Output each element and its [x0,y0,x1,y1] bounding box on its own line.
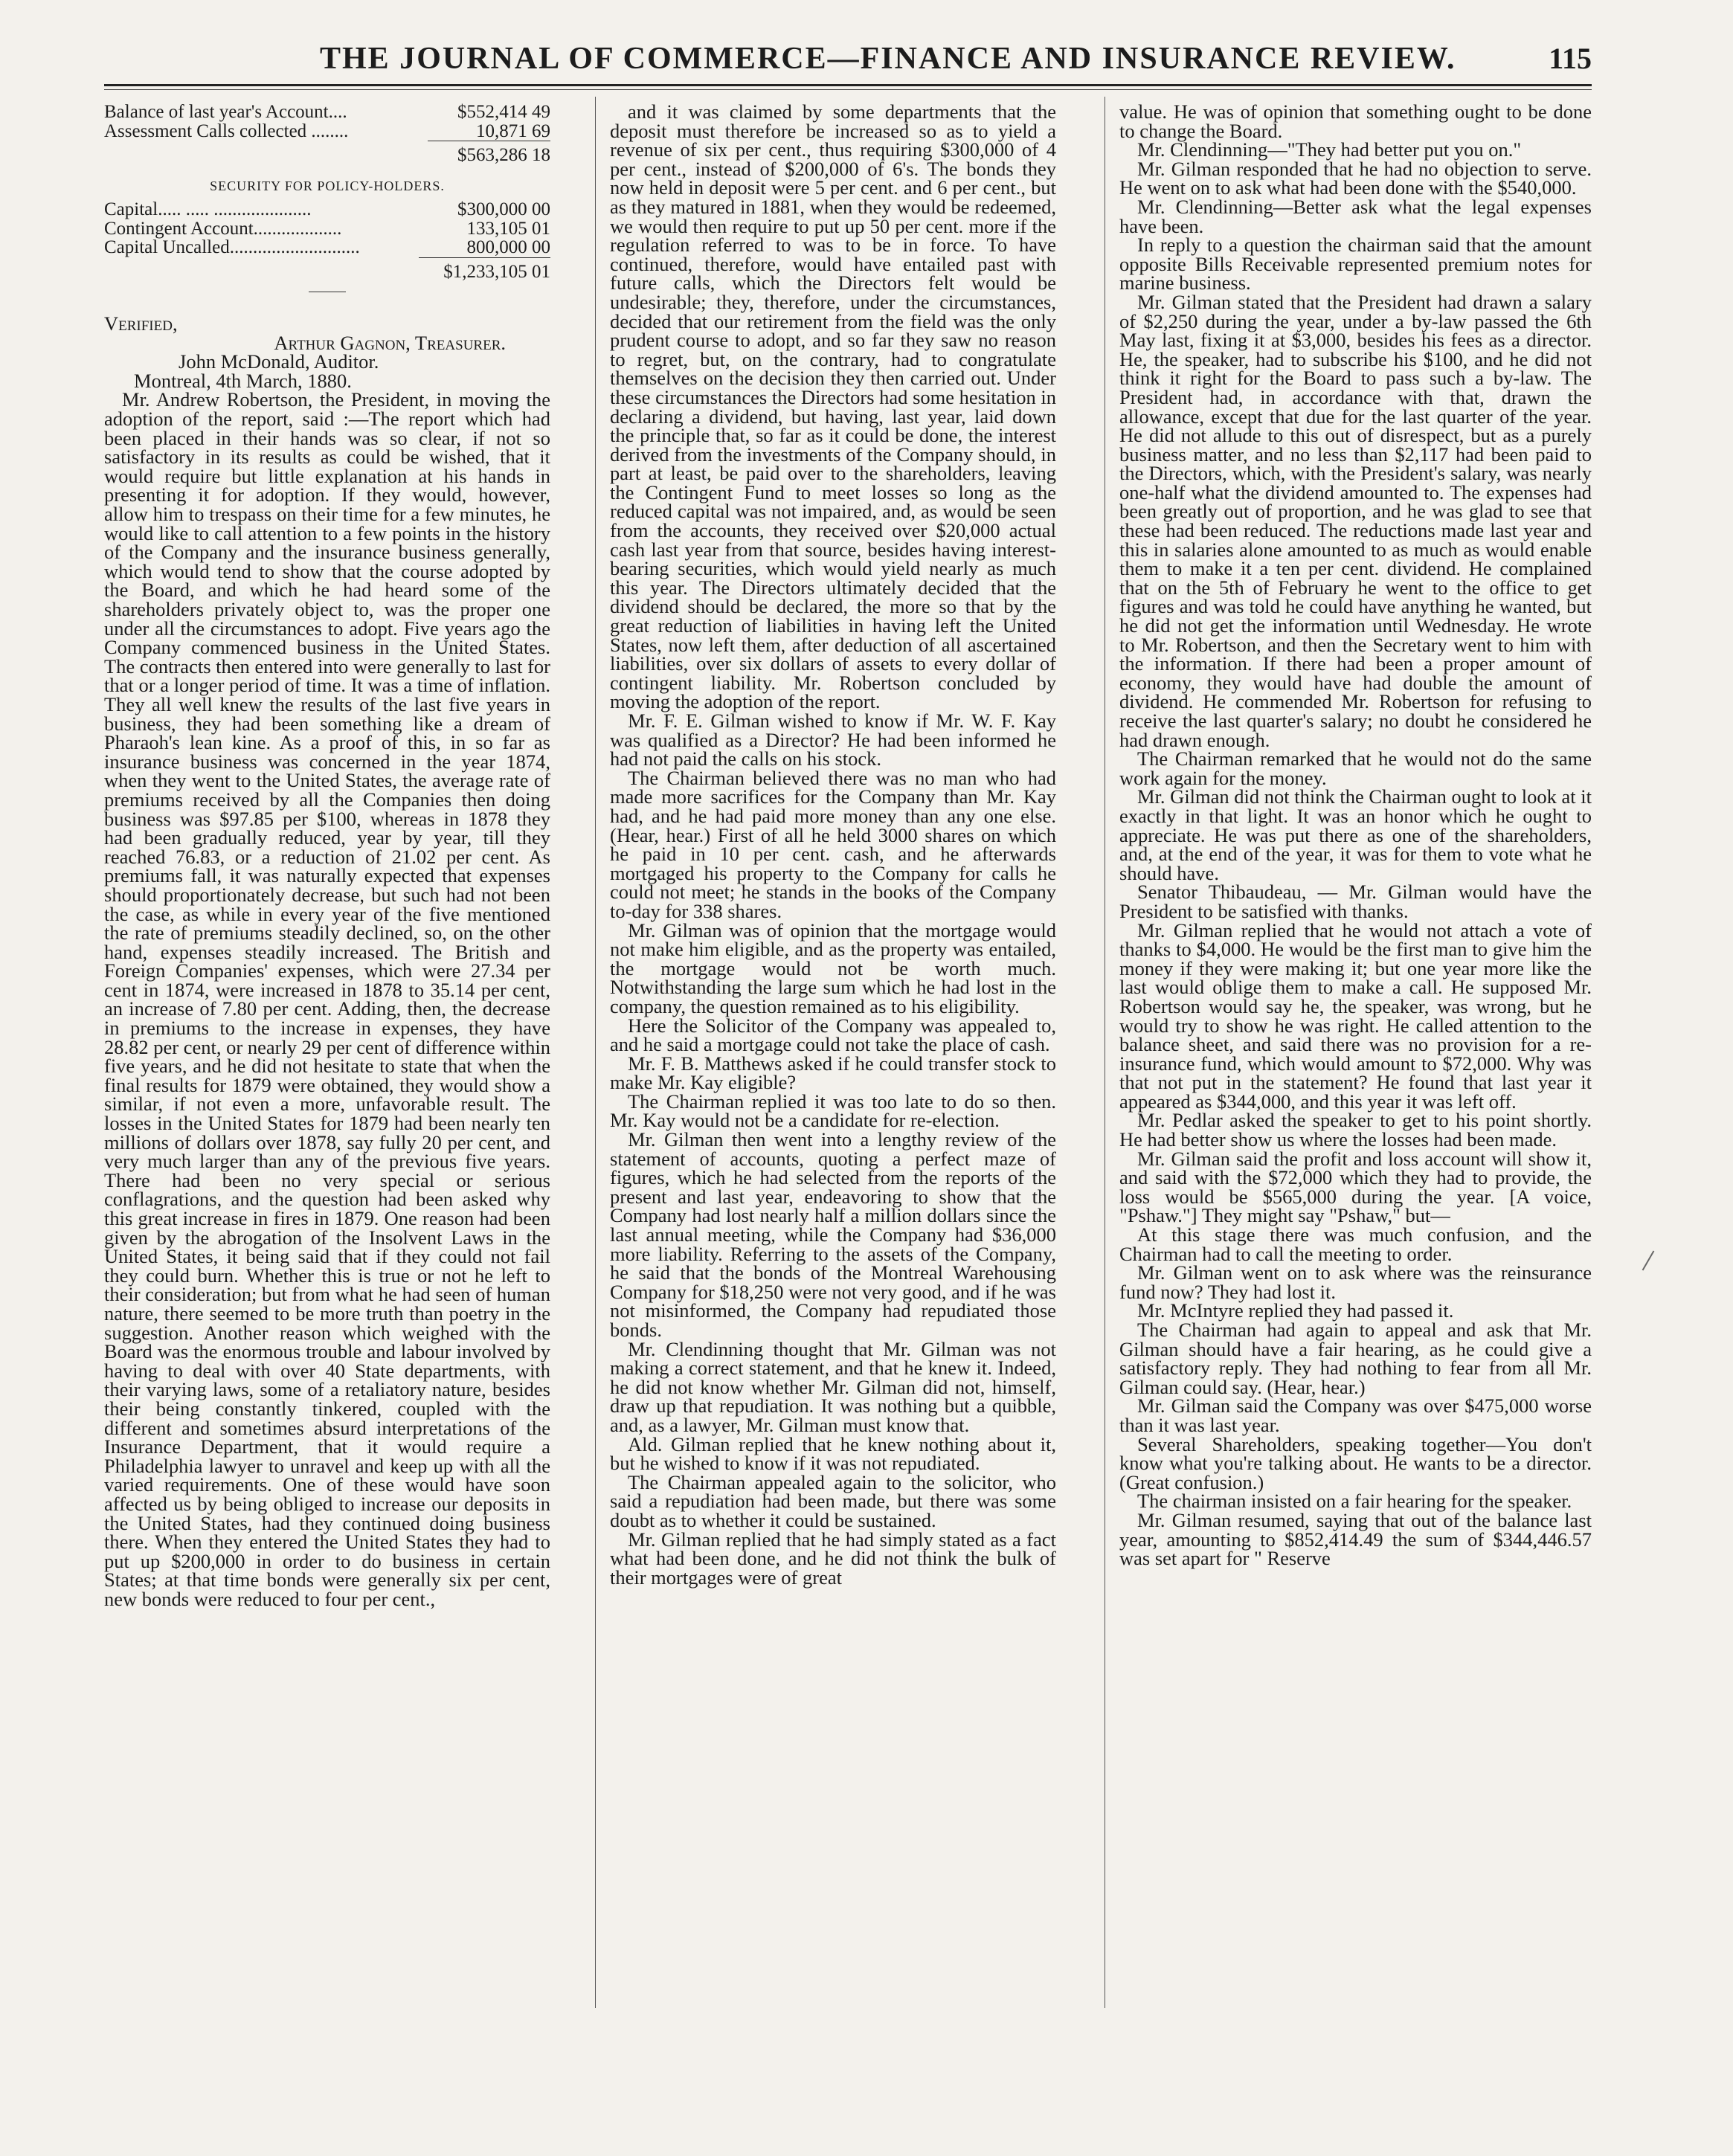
table-row [104,219,550,239]
paragraph: Mr. Gilman then went into a lengthy review of the statement of accounts, quoting a perfect maze of figures, which he had selected from the reports of the present and last year, endeavoring to show that the Company had lost nearly half a million dollars since the last annual meeting, while the Company had $36,000 more liability. Referring to the assets of the Company, he said that the bonds of the Montreal Warehousing Company for $18,250 were not very good, and if he was not misinformed, the Company had repudiated those bonds. [610,1128,1056,1341]
paragraph: Here the Solicitor of the Company was appealed to, and he said a mortgage could not take the place of cash. [610,1014,1056,1056]
column-2 [610,103,1056,2014]
paragraph: Mr. Clendinning—"They had better put you on." [1137,138,1522,161]
margin-mark [1642,1251,1655,1271]
paragraph: Mr. Gilman replied that he would not attach a vote of thanks to $4,000. He would be the first man to give him the money if they were making it; but one year more like the last would oblige them to make a call. He supposed Mr. Robertson would say he, the speaker, was wrong, but he would try to show he was right. He called attention to the balance sheet, and said there was no provision for a re-insurance fund, which would amount to $72,000. Why was that not put in the statement? He found that last year it appeared as $344,000, and this year it was left off. [1119,918,1592,1113]
row-label: Contingent Account................... [104,218,342,239]
security-heading: SECURITY FOR POLICY-HOLDERS. [210,178,445,193]
row-amount: 800,000 00 [466,237,550,258]
header-rule-thin [104,89,1592,90]
row-label: Capital..... ..... ..................... [104,199,312,220]
paragraph: Mr. Gilman said the Company was over $475,000 worse than it was last year. [1119,1394,1592,1436]
paragraph: At this stage there was much confusion, and the Chairman had to call the meeting to order. [1119,1223,1592,1265]
paragraph: Mr. Gilman replied that he had simply stated as a fact what had been done, and he did not think the bulk of their mortgages were of great [610,1528,1056,1589]
paragraph: In reply to a question the chairman said that the amount opposite Bills Receivable represented premium notes for marine business. [1119,234,1592,295]
page-number: 115 [1549,42,1592,75]
paragraph: Mr. Gilman went on to ask where was the reinsurance fund now? They had lost it. [1119,1261,1592,1303]
page-header [104,41,1592,78]
table-row [104,122,550,141]
treasurer-signature: Arthur Gagnon, Treasurer. [274,331,506,354]
paragraph: Mr. Clendinning thought that Mr. Gilman was not making a correct statement, and that he knew it. Indeed, he did not know whether Mr. Gilman did not, himself, draw up that repudiation. It was nothing but a quibble, and, as a lawyer, Mr. Gilman must know that. [610,1337,1056,1436]
paragraph: Mr. McIntyre replied they had passed it. [1137,1299,1454,1322]
paragraph: Ald. Gilman replied that he knew nothing about it, but he wished to know if it was not repudiated. [610,1432,1056,1475]
paragraph: The Chairman appealed again to the solicitor, who said a repudiation had been made, but there was some doubt as to whether it could be sustained. [610,1470,1056,1531]
table-row [104,103,550,122]
paragraph: Mr. Gilman said the profit and loss account will show it, and said with the $72,000 which they had to provide, the loss would be $565,000 during the year. [A voice, "Pshaw."] They might say "Pshaw," but— [1119,1147,1592,1227]
column-1 [104,103,550,2014]
verified-label: Verified, [104,312,178,335]
paragraph: Mr. Pedlar asked the speaker to get to his point shortly. He had better show us where the losses had been made. [1119,1109,1592,1151]
paragraph: Mr. Gilman was of opinion that the mortgage would not make him eligible, and as the property was entailed, the mortgage would not be worth much. Notwithstanding the large sum which he had lost in the company, the question remained as to his eligibility. [610,918,1056,1017]
total-row [104,141,550,165]
table-row [104,200,550,219]
row-amount: 133,105 01 [466,218,550,239]
paragraph: Mr. Gilman stated that the President had drawn a salary of $2,250 during the year, under a by-law passed the 6th May last, fixing it at $3,000, besides his fees as a director. He, the speaker, had to subscribe his $100, and he did not think it right for the Board to pass such a by-law. The President had, in accordance with that, drawn the allowance, except that due for the last quarter of the year. He did not allude to this out of disrespect, but as a purely business matter, and no less than $2,117 had been paid to the Directors, which, with the President's salary, was nearly one-half what the dividend amounted to. The expenses had been greatly out of proportion, and he was glad to see that these had been reduced. The reductions made last year and this in salaries alone amounted to as much as would enable them to make it a ten per cent. dividend. He complained that on the 5th of February he went to the office to get figures and was told he could have anything he wanted, but he did not get the information until Wednesday. He wrote to Mr. Robertson, and then the Secretary went to him with the information. If there had been a proper amount of economy, they would have had double the amount of dividend. He commended Mr. Robertson for refusing to receive the last quarter's salary; no doubt he considered he had drawn enough. [1119,290,1592,751]
row-amount: $552,414 49 [457,103,550,122]
row-label: Capital Uncalled............................ [104,237,360,258]
column-3 [1119,103,1592,2014]
row-amount: $300,000 00 [457,199,550,220]
paragraph: Mr. Clendinning—Better ask what the legal expenses have been. [1119,195,1592,237]
paragraph: Mr. Gilman responded that he had no objection to serve. He went on to ask what had been done with the $540,000. [1119,157,1592,199]
paragraph: The Chairman replied it was too late to do so then. Mr. Kay would not be a candidate for re-election. [610,1090,1056,1132]
paragraph: The Chairman remarked that he would not do the same work again for the money. [1119,747,1592,789]
row-label: Assessment Calls collected ........ [104,120,349,141]
table-row [104,238,550,257]
header-rule [104,84,1592,86]
total-row [104,257,550,281]
row-label: Balance of last year's Account.... [104,103,347,122]
column-divider [595,97,596,2008]
paragraph: Senator Thibaudeau, — Mr. Gilman would have the President to be satisfied with thanks. [1119,881,1592,922]
paragraph: Mr. F. E. Gilman wished to know if Mr. W. F. Kay was qualified as a Director? He had been informed he had not paid the calls on his stock. [610,709,1056,770]
place-date: Montreal, 4th March, 1880. [134,369,352,392]
account-table [104,103,550,165]
total-amount: $563,286 18 [428,141,550,165]
journal-title: THE JOURNAL OF COMMERCE—FINANCE AND INSURANCE REVIEW. [320,42,1456,76]
paragraph: Mr. F. B. Matthews asked if he could transfer stock to make Mr. Kay eligible? [610,1052,1056,1094]
auditor-signature: John McDonald, Auditor. [179,350,379,373]
row-amount: 10,871 69 [476,120,550,141]
security-table [104,200,550,281]
security-total: $1,233,105 01 [419,257,550,281]
paragraph: The Chairman had again to appeal and ask that Mr. Gilman should have a fair hearing, as he could give a satisfactory reply. They had nothing to fear from all Mr. Gilman could say. (Hear, hear.) [1119,1319,1592,1398]
paragraph: Several Shareholders, speaking together—You don't know what you're talking about. He wants to be a director. (Great confusion.) [1119,1432,1592,1493]
paragraph: value. He was of opinion that something ought to be done to change the Board. [1119,103,1592,142]
paragraph: Mr. Gilman did not think the Chairman ought to look at it exactly in that light. It was an honor which he ought to appreciate. He was put there as one of the shareholders, and, at the end of the year, it was for them to vote what he should have. [1119,785,1592,884]
paragraph: The chairman insisted on a fair hearing for the speaker. [1137,1490,1572,1513]
paragraph: Mr. Gilman resumed, saying that out of the balance last year, amounting to $852,414.49 the sum of $344,446.57 was set apart for " Reserve [1119,1508,1592,1570]
paragraph: and it was claimed by some departments that the deposit must therefore be increased so as to yield a revenue of six per cent., thus requiring $300,000 of 4 per cent., instead of $200,000 of 6's. The bonds they now held in deposit were 5 per cent. and 6 per cent., but as they matured in 1881, when they would be redeemed, we would then require to put up 50 per cent. more if the regulation referred to was to be in force. To have continued, therefore, would have entailed past with future calls, which the Directors felt would be undesirable; they, therefore, under the circumstances, decided that our retirement from the field was the only prudent course to adopt, and so far they saw no reason to regret, but, on the contrary, had to congratulate themselves on the decision they then carried out. Under these circumstances the Directors had some hesitation in declaring a dividend, but having, last year, laid down the principle that, so far as it could be done, the interest derived from the investments of the Company should, in part at least, be paid over to the shareholders, leaving the Contingent Fund to meet losses so long as the reduced capital was not impaired, and, as would be seen from the accounts, they received over $20,000 actual cash last year from that source, besides having interest-bearing securities, which would yield nearly as much this year. The Directors ultimately decided that the dividend should be declared, the more so that by the great reduction of liabilities in having left the United States, now left them, after deduction of all ascertained liabilities, over six dollars of assets to every dollar of contingent liability. Mr. Robertson concluded by moving the adoption of the report. [610,103,1056,713]
paragraph: The Chairman believed there was no man who had made more sacrifices for the Company than Mr. Kay had, and he had paid more money than any one else. (Hear, hear.) First of all he held 3000 shares on which he paid in 10 per cent. cash, and he afterwards mortgaged his property to the Company for calls he could not meet; he stands in the books of the Company to-day for 338 shares. [610,766,1056,922]
paragraph: Mr. Andrew Robertson, the President, in moving the adoption of the report, said :—The report which had been placed in their hands was so clear, if not so satisfactory in its results as could be wished, that it would require but little explanation at his hands in presenting it for adoption. If they would, however, allow him to trespass on their time for a few minutes, he would like to call attention to a few points in the history of the Company and the insurance business generally, which would tend to show that the course adopted by the Board, and which he had heard some of the shareholders privately object to, was the proper one under all the circumstances to adopt. Five years ago the Company commenced business in the United States. The contracts then entered into were generally to last for that or a longer period of time. It was a time of inflation. They all well knew the results of the last five years in business, they had been something like a dream of Pharaoh's lean kine. As a proof of this, in so far as insurance business was concerned in the year 1874, when they went to the United States, the average rate of premiums received by all the Companies then doing business was $97.85 per $100, whereas in 1878 they had been gradually reduced, year by year, till they reached 76.83, or a reduction of 21.02 per cent. As premiums fall, it was naturally expected that expenses should proportionately decrease, but such had not been the case, as while in every year of the five mentioned the rate of premiums steadily declined, so, on the other hand, expenses steadily increased. The British and Foreign Companies' expenses, which were 27.34 per cent in 1874, were increased in 1878 to 35.14 per cent, an increase of 7.80 per cent. Adding, then, the decrease in premiums to the increase in expenses, they have 28.82 per cent, or nearly 29 per cent of difference within five years, and he did not hesitate to state that when the final results for 1879 were obtained, they would show a similar, if not even a more, unfavorable result. The losses in the United States for 1879 had been nearly ten millions of dollars over 1878, say fully 20 per cent, and very much larger than any of the previous five years. There had been no very special or serious conflagrations, and the question had been asked why this great increase in fires in 1879. One reason had been given by the abrogation of the Insolvent Laws in the United States, it being said that if they could not fail they could burn. Whether this is true or not he left to their consideration; but from what he had seen of human nature, there seemed to be more truth than poetry in the suggestion. Another reason which weighed with the Board was the enormous trouble and labour involved by having to deal with over 40 State departments, with their varying laws, some of a retaliatory nature, besides their being constantly tinkered, coupled with the different and sometimes absurd interpretations of the Insurance Department, that it would require a Philadelphia lawyer to unravel and keep up with all the varied requirements. One of these would have soon affected us by being obliged to increase our deposits in the United States, had they continued doing business there. When they entered the United States they had to put up $200,000 in order to do business in certain States; at that time bonds were generally six per cent, new bonds were reduced to four per cent., [104,388,550,1610]
